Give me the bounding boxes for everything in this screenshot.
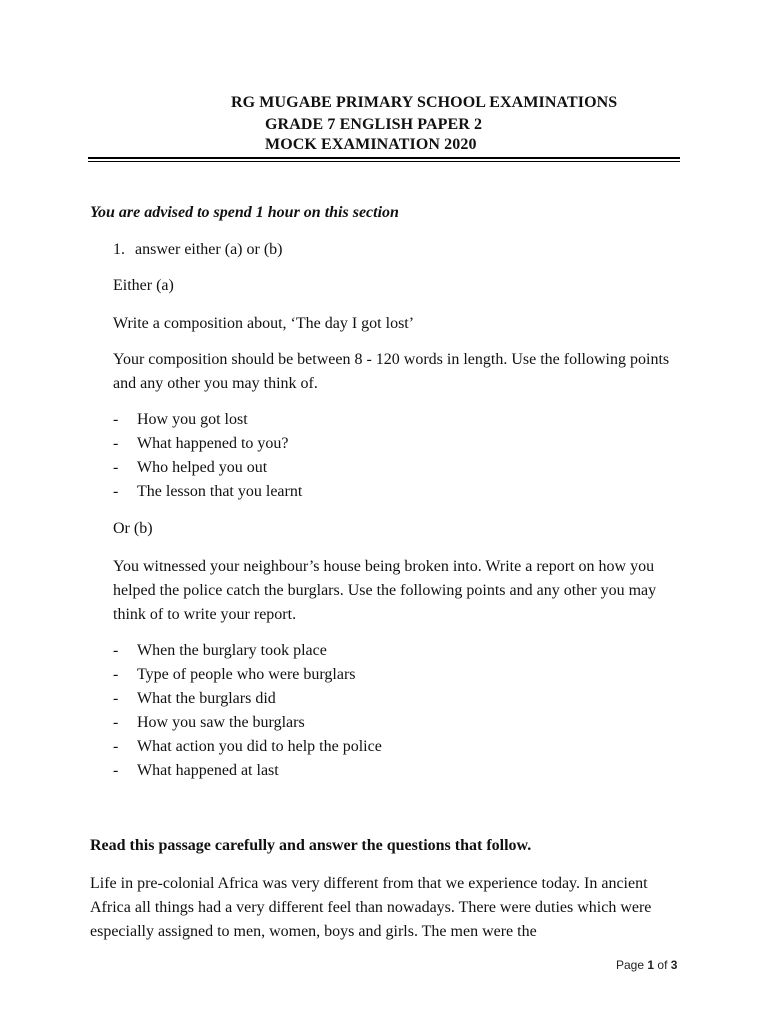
- bullet-dash: -: [113, 666, 119, 683]
- bullet-point: [113, 759, 382, 783]
- bullet-text: The lesson that you learnt: [137, 483, 303, 500]
- bullet-point: [113, 687, 382, 711]
- bullet-point: [113, 456, 302, 480]
- or-label: Or (b): [113, 520, 153, 537]
- page-word: Page: [616, 958, 645, 972]
- school-title: RG MUGABE PRIMARY SCHOOL EXAMINATIONS: [231, 94, 618, 111]
- bullet-dash: -: [113, 762, 119, 779]
- bullet-point: [113, 408, 302, 432]
- page-current: 1: [647, 958, 655, 972]
- bullet-dash: -: [113, 738, 119, 755]
- header-rule-thick: [88, 157, 680, 159]
- passage-text: Life in pre-colonial Africa was very different from that we experience today. In ancient Africa all things had a very different feel than nowadays. There were duties which were especially assigned to men, women, boys and girls. The men were the: [90, 875, 652, 940]
- bullet-point: [113, 639, 382, 663]
- bullet-text: What happened at last: [137, 762, 279, 779]
- bullet-text: How you got lost: [137, 411, 248, 428]
- page-total: 3: [670, 958, 678, 972]
- bullet-dash: -: [113, 642, 119, 659]
- bullet-dash: -: [113, 483, 119, 500]
- bullet-text: What happened to you?: [137, 435, 289, 452]
- passage-heading: Read this passage carefully and answer the questions that follow.: [90, 837, 532, 854]
- either-label: Either (a): [113, 277, 174, 294]
- bullet-point: [113, 711, 382, 735]
- bullet-text: When the burglary took place: [137, 642, 327, 659]
- bullet-point: [113, 432, 302, 456]
- bullet-text: Who helped you out: [137, 459, 268, 476]
- bullet-dash: -: [113, 714, 119, 731]
- bullet-point: [113, 663, 382, 687]
- composition-points-list: [113, 408, 302, 504]
- exam-title: MOCK EXAMINATION 2020: [265, 136, 477, 153]
- paper-title: GRADE 7 ENGLISH PAPER 2: [265, 116, 483, 133]
- header-rule-thin: [88, 161, 680, 162]
- question-instruction-row: [113, 238, 282, 262]
- bullet-text: Type of people who were burglars: [137, 666, 356, 683]
- question-instruction: answer either (a) or (b): [135, 241, 283, 258]
- bullet-dash: -: [113, 411, 119, 428]
- bullet-dash: -: [113, 435, 119, 452]
- page-indicator: [616, 958, 677, 972]
- time-advice: You are advised to spend 1 hour on this section: [90, 204, 399, 221]
- report-task: You witnessed your neighbour’s house being broken into. Write a report on how you helped the police catch the burglars. Use the following points and any other you may think of to write your report.: [113, 558, 657, 623]
- bullet-dash: -: [113, 459, 119, 476]
- bullet-text: What action you did to help the police: [137, 738, 382, 755]
- bullet-point: [113, 480, 302, 504]
- report-points-list: [113, 639, 382, 783]
- bullet-point: [113, 735, 382, 759]
- bullet-text: What the burglars did: [137, 690, 276, 707]
- question-number: 1.: [113, 241, 125, 258]
- bullet-dash: -: [113, 690, 119, 707]
- composition-task: Write a composition about, ‘The day I got lost’: [113, 315, 415, 332]
- of-word: of: [657, 958, 668, 972]
- bullet-text: How you saw the burglars: [137, 714, 305, 731]
- composition-guidance: Your composition should be between 8 - 120 words in length. Use the following points and any other you may think of.: [113, 351, 670, 392]
